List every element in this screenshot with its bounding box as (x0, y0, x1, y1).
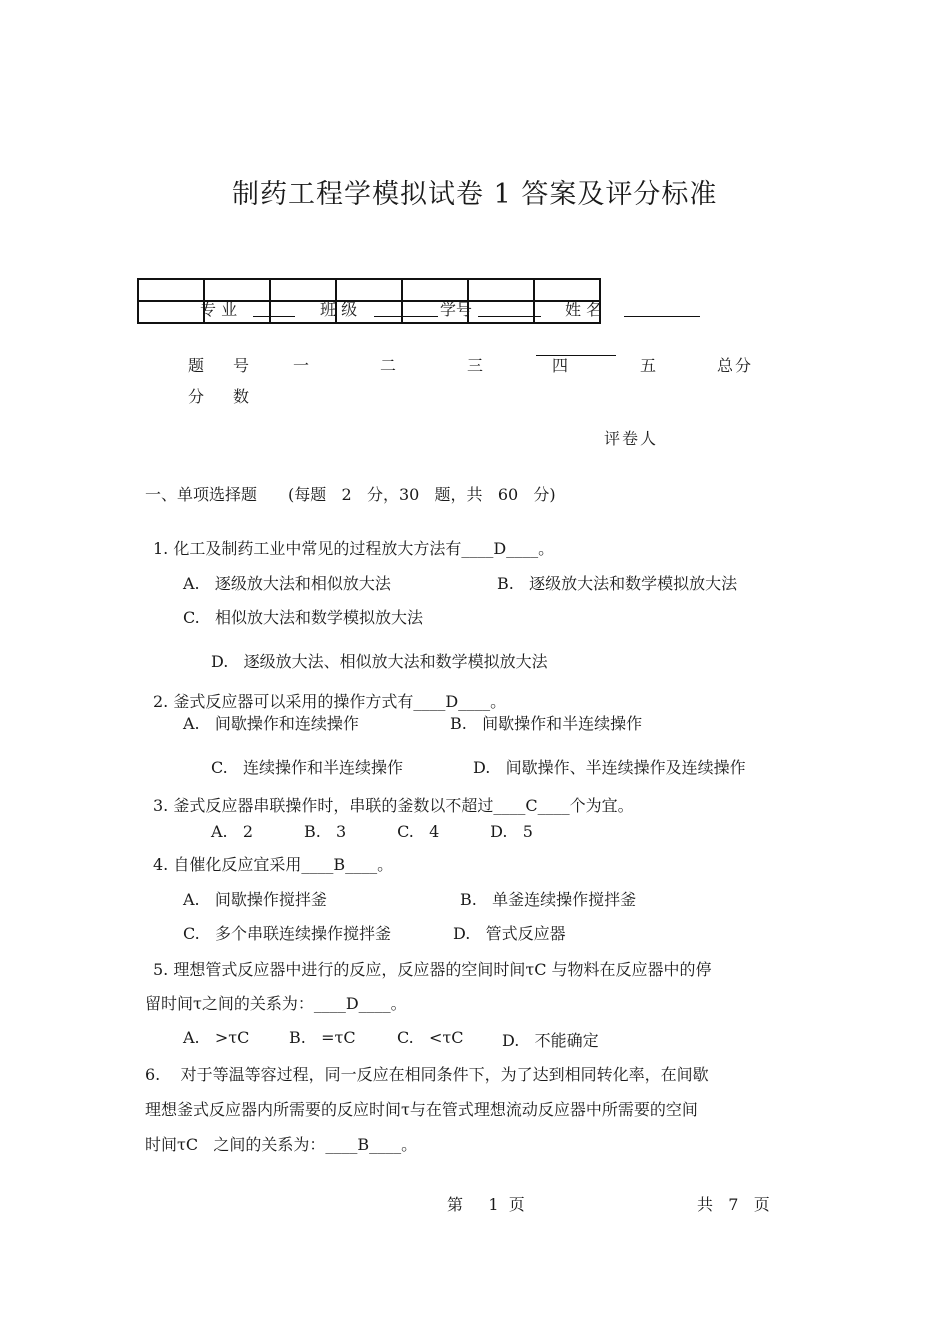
major-blank (253, 302, 295, 317)
q1-option-c: C. 相似放大法和数学模拟放大法 (183, 608, 424, 627)
q1-option-b: B. 逐级放大法和数学模拟放大法 (497, 574, 738, 593)
major-label: 专 业 (200, 300, 238, 319)
score-row-label-2a: 分 (188, 387, 205, 406)
q2-option-c: C. 连续操作和半连续操作 (211, 758, 404, 777)
student-no-blank (478, 302, 541, 317)
q2-option-d: D. 间歇操作、半连续操作及连续操作 (473, 758, 746, 777)
q5-option-d: D. 不能确定 (502, 1031, 599, 1050)
q1-stem: 1. 化工及制药工业中常见的过程放大方法有____D____。 (153, 539, 555, 558)
name-blank (624, 302, 700, 317)
q4-option-a: A. 间歇操作搅拌釜 (183, 890, 327, 909)
q6-stem-line1: 6. 对于等温等容过程，同一反应在相同条件下，为了达到相同转化率，在间歇 (145, 1065, 709, 1084)
score-row-label-2b: 数 (233, 387, 250, 406)
q2-option-b: B. 间歇操作和半连续操作 (450, 714, 643, 733)
name-label: 姓 名 (565, 300, 603, 319)
score-col-total: 总分 (717, 356, 754, 375)
page-total: 共 7 页 (697, 1195, 770, 1214)
score-col-3: 三 (467, 356, 484, 375)
score-col-1: 一 (293, 356, 310, 375)
score-row-label-1a: 题 (188, 356, 205, 375)
score-col-4: 四 (552, 356, 569, 375)
q5-stem-line1: 5. 理想管式反应器中进行的反应，反应器的空间时间τC 与物料在反应器中的停 (153, 960, 712, 979)
q5-option-b: B. =τC (289, 1028, 356, 1047)
class-blank (374, 302, 438, 317)
q1-option-a: A. 逐级放大法和相似放大法 (183, 574, 391, 593)
grader-label: 评卷人 (604, 429, 659, 448)
section-note: (每题 2 分，30 题，共 60 分) (288, 485, 556, 504)
q4-option-b: B. 单釜连续操作搅拌釜 (460, 890, 637, 909)
page-title: 制药工程学模拟试卷 1 答案及评分标准 (232, 179, 718, 210)
q5-stem-line2: 留时间τ之间的关系为：____D____。 (145, 994, 407, 1013)
q5-option-c: C. <τC (397, 1028, 464, 1047)
q4-option-d: D. 管式反应器 (453, 924, 566, 943)
q3-stem: 3. 釜式反应器串联操作时，串联的釜数以不超过____C____个为宜。 (153, 796, 634, 815)
q5-option-a: A. >τC (183, 1028, 250, 1047)
grid-cell (138, 301, 204, 323)
student-no-label: 学号 (440, 300, 473, 319)
q4-option-c: C. 多个串联连续操作搅拌釜 (183, 924, 392, 943)
section-heading: 一、单项选择题 (145, 485, 258, 504)
q1-option-d: D. 逐级放大法、相似放大法和数学模拟放大法 (211, 652, 548, 671)
q2-option-a: A. 间歇操作和连续操作 (183, 714, 359, 733)
score-col-5: 五 (640, 356, 657, 375)
q2-stem: 2. 釜式反应器可以采用的操作方式有____D____。 (153, 692, 507, 711)
page-number: 第 1 页 (447, 1195, 525, 1214)
q4-stem: 4. 自催化反应宜采用____B____。 (153, 855, 394, 874)
q3-options: A. 2 B. 3 C. 4 D. 5 (211, 822, 533, 841)
score-col-2: 二 (380, 356, 397, 375)
name-blank-2 (536, 341, 616, 356)
class-label: 班 级 (320, 300, 358, 319)
grid-cell (138, 279, 204, 301)
q6-stem-line3: 时间τC 之间的关系为：____B____。 (145, 1135, 418, 1154)
grid-cell (468, 279, 534, 301)
score-row-label-1b: 号 (233, 356, 250, 375)
q6-stem-line2: 理想釜式反应器内所需要的反应时间τ与在管式理想流动反应器中所需要的空间 (145, 1100, 698, 1119)
